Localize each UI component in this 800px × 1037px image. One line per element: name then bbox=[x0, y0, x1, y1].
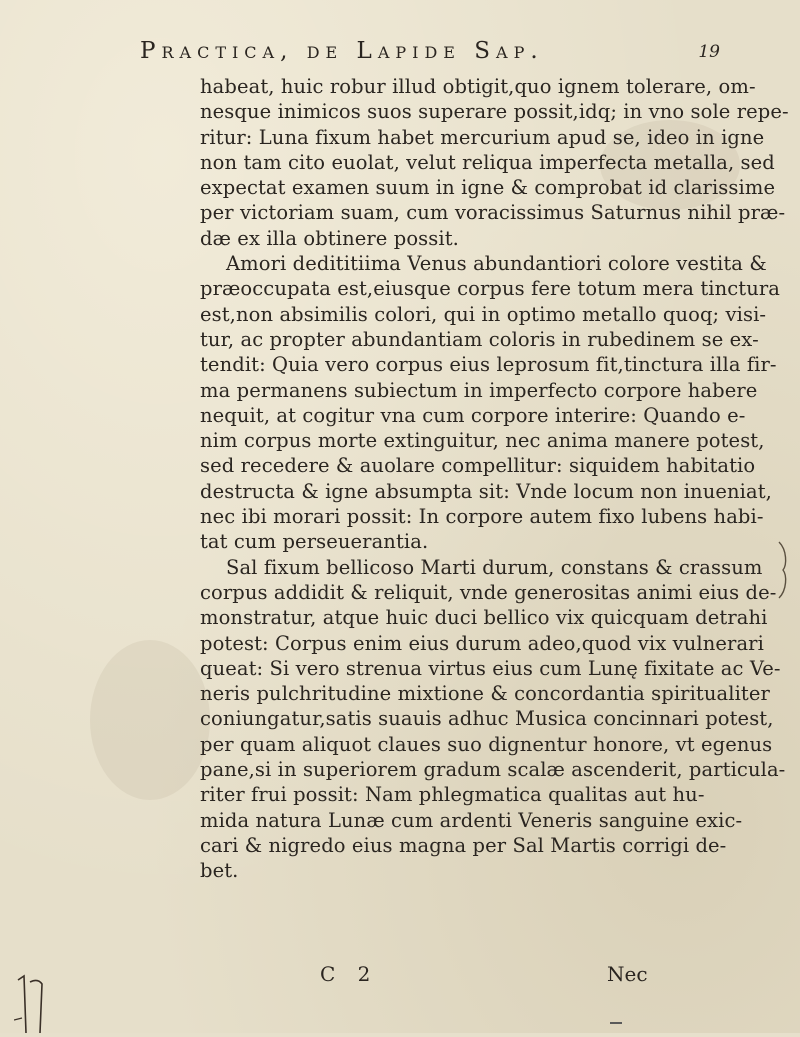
text-line: cari & nigredo eius magna per Sal Martis corrigi de- bbox=[200, 833, 727, 857]
text-line: potest: Corpus enim eius durum adeo,quod vix vulnerari bbox=[200, 631, 764, 655]
text-line: destructa & igne absumpta sit: Vnde locum non inueniat, bbox=[200, 479, 772, 503]
running-head bbox=[140, 38, 720, 78]
text-line: tat cum perseuerantia. bbox=[200, 530, 429, 554]
binding-edge-mark bbox=[14, 970, 54, 1033]
text-line: bet. bbox=[200, 859, 239, 883]
text-line: dæ ex illa obtinere possit. bbox=[200, 226, 459, 250]
body-text bbox=[200, 74, 789, 884]
text-line: corpus addidit & reliquit, vnde generositas animi eius de- bbox=[200, 580, 777, 604]
text-line: nec ibi morari possit: In corpore autem fixo lubens habi- bbox=[200, 505, 764, 529]
catchword-rule bbox=[610, 1022, 622, 1024]
text-line: tur, ac propter abundantiam coloris in rubedinem se ex- bbox=[200, 327, 759, 351]
margin-bracket bbox=[777, 540, 791, 600]
text-line: monstratur, atque huic duci bellico vix quicquam detrahi bbox=[200, 606, 768, 630]
catchline bbox=[320, 962, 720, 992]
text-line: pane,si in superiorem gradum scalæ ascenderit, particula- bbox=[200, 758, 786, 782]
signature-mark: C 2 bbox=[320, 962, 379, 986]
text-line: præoccupata est,eiusque corpus fere totum mera tinctura bbox=[200, 277, 781, 301]
running-head-title: Practica, de Lapide Sap. bbox=[140, 38, 544, 64]
text-line: per quam aliquot claues suo dignentur honore, vt egenus bbox=[200, 732, 773, 756]
text-line: habeat, huic robur illud obtigit,quo ignem tolerare, om- bbox=[200, 75, 756, 98]
text-line: sed recedere & auolare compellitur: siquidem habitatio bbox=[200, 454, 756, 478]
text-line: queat: Si vero strenua virtus eius cum Lunę fixitate ac Ve- bbox=[200, 656, 781, 680]
page-number: 19 bbox=[698, 42, 720, 62]
text-line: nequit, at cogitur vna cum corpore interire: Quando e- bbox=[200, 403, 746, 427]
text-line: ma permanens subiectum in imperfecto corpore habere bbox=[200, 378, 758, 402]
text-line: riter frui possit: Nam phlegmatica qualitas aut hu- bbox=[200, 783, 705, 807]
text-line: mida natura Lunæ cum ardenti Veneris sanguine exic- bbox=[200, 808, 743, 832]
page-stain bbox=[90, 640, 210, 800]
text-line: non tam cito euolat, velut reliqua imperfecta metalla, sed bbox=[200, 150, 775, 174]
text-line: ritur: Luna fixum habet mercurium apud se, ideo in igne bbox=[200, 125, 765, 149]
text-line: tendit: Quia vero corpus eius leprosum fit,tinctura illa fir- bbox=[200, 353, 777, 377]
text-line: expectat examen suum in igne & comprobat id clarissime bbox=[200, 176, 776, 200]
text-line: neris pulchritudine mixtione & concordantia spiritualiter bbox=[200, 682, 770, 706]
text-line: nim corpus morte extinguitur, nec anima manere potest, bbox=[200, 429, 765, 453]
text-line: nesque inimicos suos superare possit,idq; in vno sole repe- bbox=[200, 100, 789, 124]
text-line: coniungatur,satis suauis adhuc Musica concinnari potest, bbox=[200, 707, 774, 731]
text-line: Sal fixum bellicoso Marti durum, constans & crassum bbox=[226, 555, 763, 579]
text-line: est,non absimilis colori, qui in optimo metallo quoq; visi- bbox=[200, 302, 767, 326]
text-line: per victoriam suam, cum voracissimus Saturnus nihil præ- bbox=[200, 201, 786, 225]
catchword: Nec bbox=[607, 962, 648, 986]
text-line: Amori dedititiima Venus abundantiori colore vestita & bbox=[226, 252, 767, 276]
